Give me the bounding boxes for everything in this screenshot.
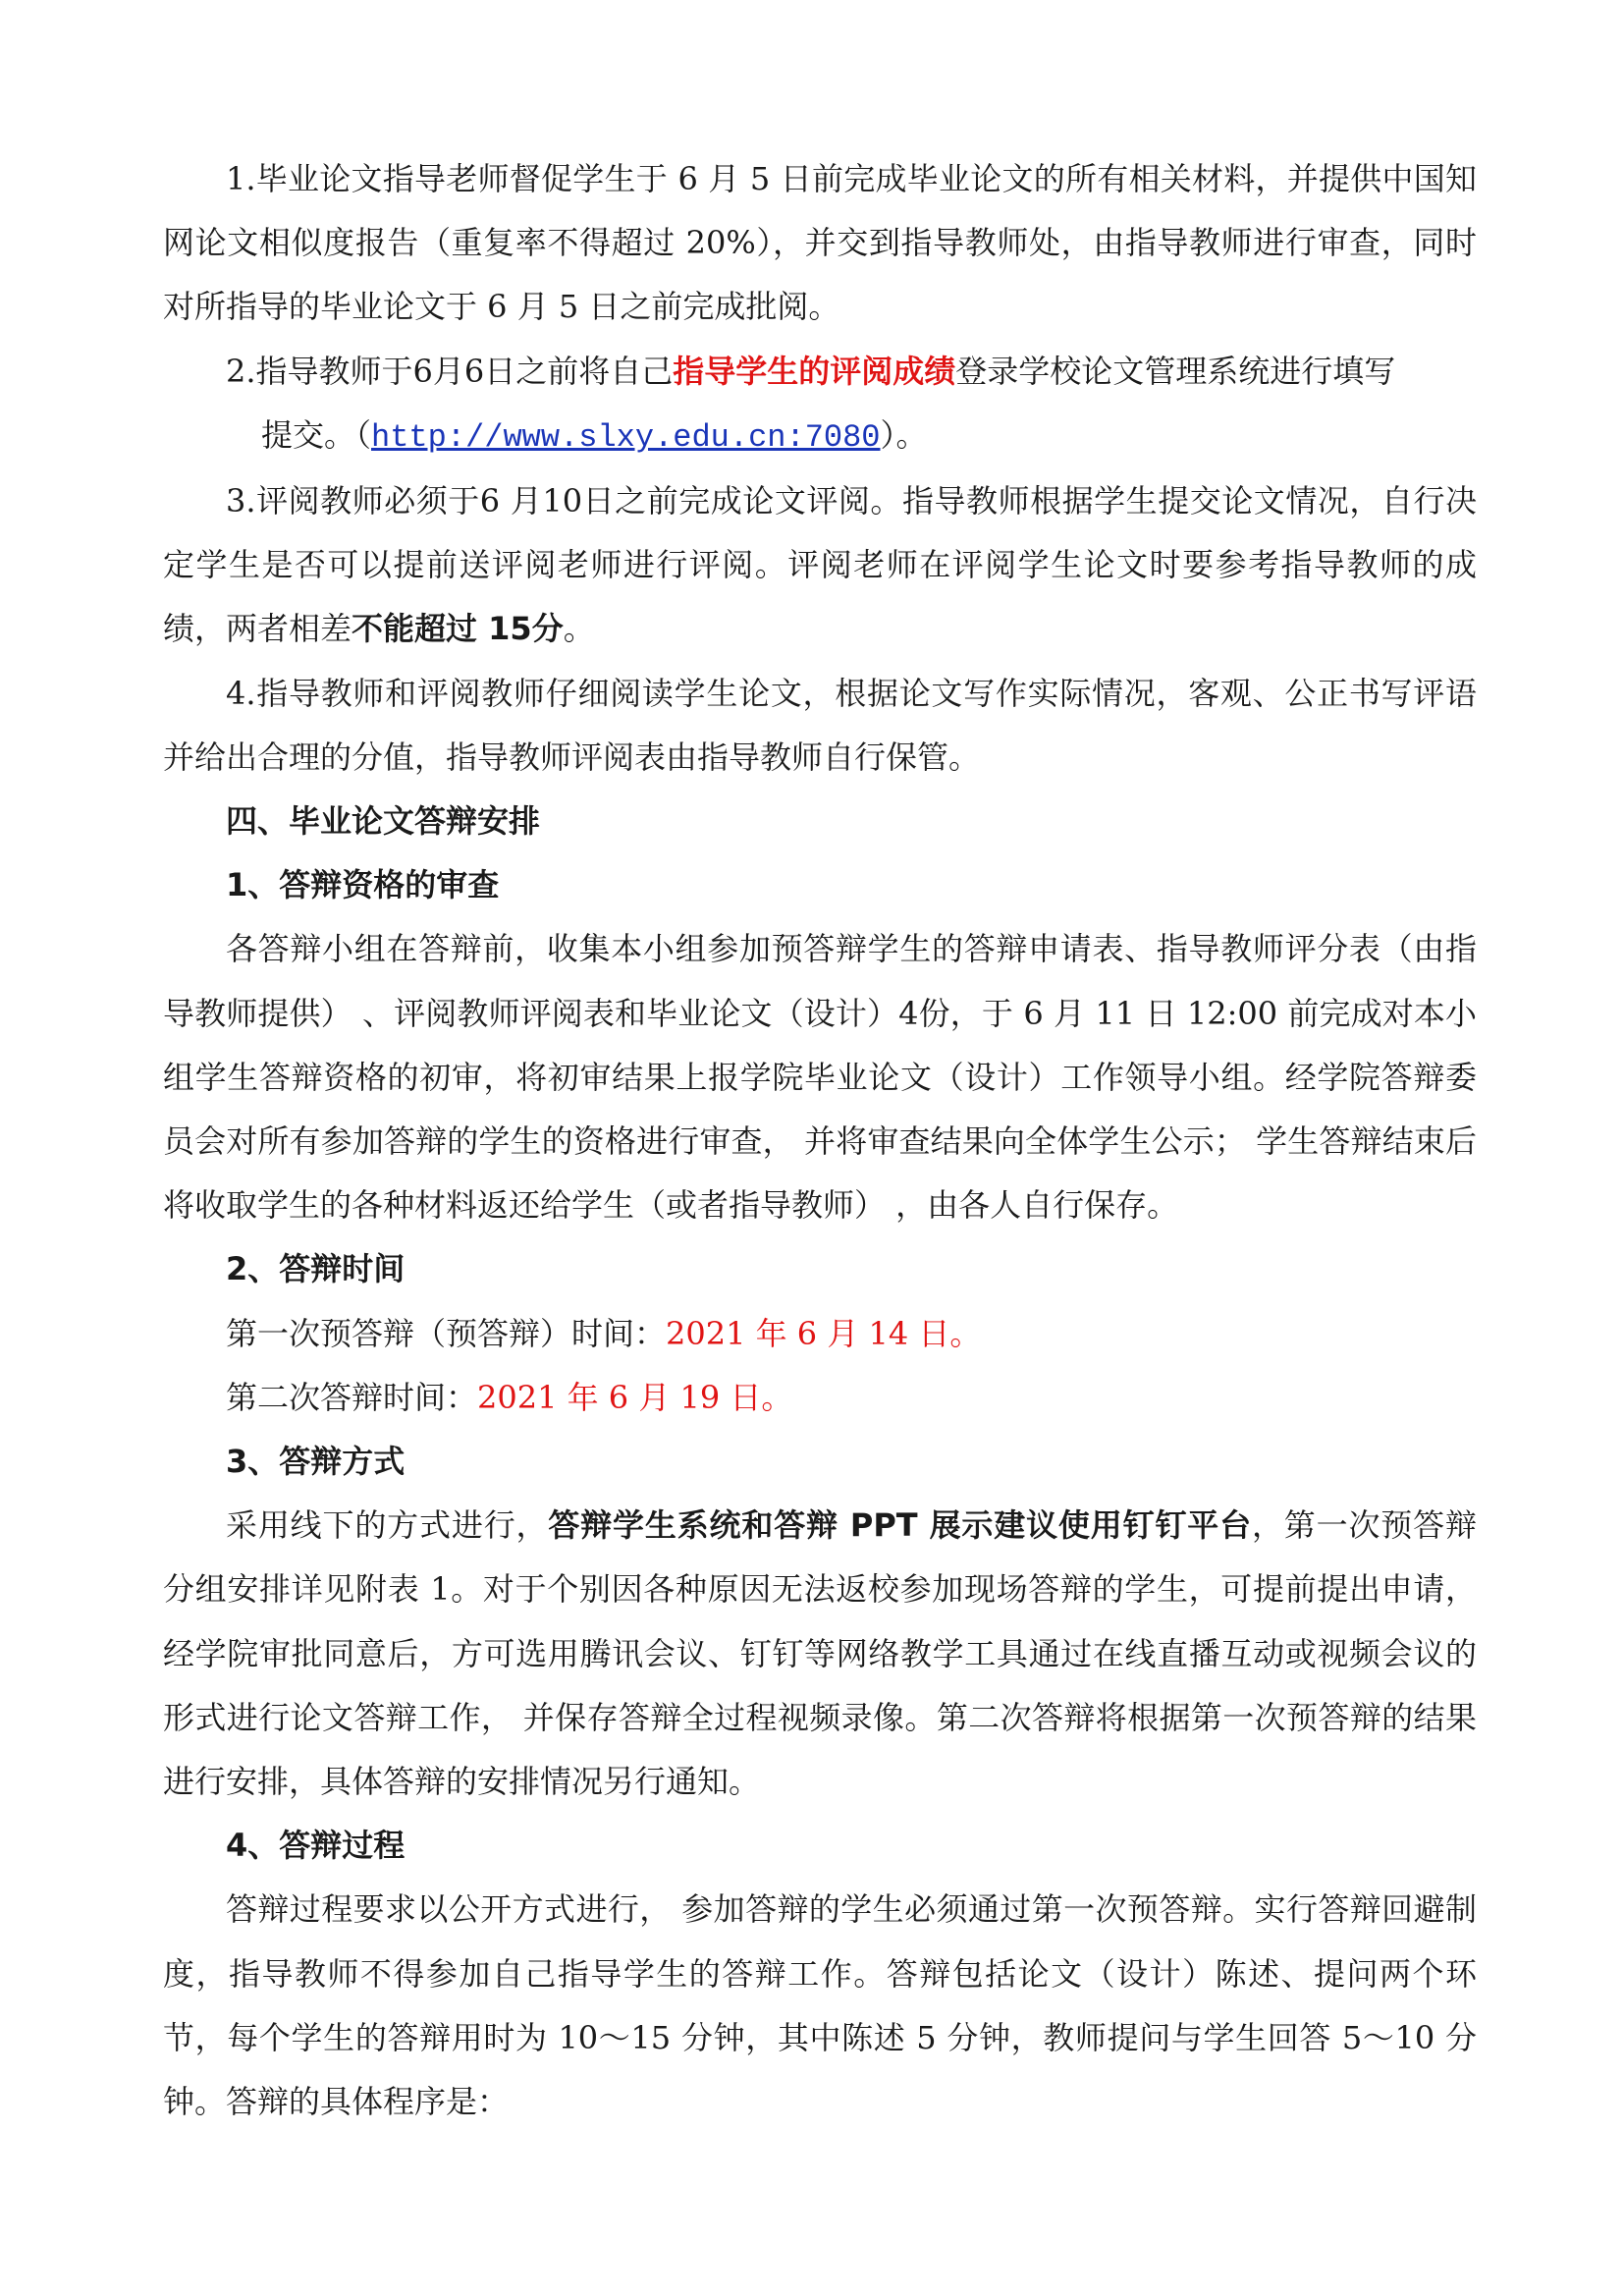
method-text-a: 采用线下的方式进行， <box>226 1506 549 1545</box>
second-defense-time <box>163 1366 1477 1430</box>
section-heading: 四、毕业论文答辩安排 <box>226 802 541 841</box>
item-2-text-d: ）。 <box>880 415 928 454</box>
item-2-highlight: 指导学生的评阅成绩 <box>673 352 956 390</box>
process-paragraph: 答辩过程要求以公开方式进行， 参加答辩的学生必须通过第一次预答辩。实行答辩回避制度，指导教师不得参加自己指导学生的答辩工作。答辩包括论文（设计）陈述、提问两个环节，每个学生的答辩用时为 10～15 分钟，其中陈述 5 分钟，教师提问与学生回答 5～10 分钟。答辩的具体程序是： <box>163 1890 1477 2121</box>
second-defense-date: 2021 年 6 月 19 日。 <box>477 1378 793 1416</box>
item-3-bold: 不能超过 15分 <box>352 610 564 648</box>
method-text-b: ，第一次预答辩分组安排详见附表 1。对于个别因各种原因无法返校参加现场答辩的学生，可提前提出申请，经学院审批同意后，方可选用腾讯会议、钉钉等网络教学工具通过在线直播互动或视频会议的形式进行论文答辩工作， 并保存答辩全过程视频录像。第二次答辩将根据第一次预答辩的结果进行安排，具体答辩的安排情况另行通知。 <box>163 1506 1477 1801</box>
item-4: 4.指导教师和评阅教师仔细阅读学生论文，根据论文写作实际情况，客观、公正书写评语并给出合理的分值，指导教师评阅表由指导教师自行保管。 <box>163 674 1477 776</box>
item-2-continued <box>163 404 1477 469</box>
item-1: 1.毕业论文指导老师督促学生于 6 月 5 日前完成毕业论文的所有相关材料，并提供中国知网论文相似度报告（重复率不得超过 20%），并交到指导教师处，由指导教师进行审查，同时对所指导的毕业论文于 6 月 5 日之前完成批阅。 <box>163 160 1477 326</box>
item-2 <box>163 340 1477 404</box>
first-defense-date: 2021 年 6 月 14 日。 <box>666 1314 982 1352</box>
first-defense-label: 第一次预答辩（预答辩）时间： <box>226 1314 667 1352</box>
first-defense-time <box>163 1302 1477 1366</box>
subheading-process: 4、答辩过程 <box>226 1827 406 1865</box>
item-3 <box>163 469 1477 662</box>
method-bold: 答辩学生系统和答辩 PPT 展示建议使用钉钉平台 <box>548 1506 1252 1545</box>
item-3-text-b: 。 <box>563 610 595 648</box>
second-defense-label: 第二次答辩时间： <box>226 1378 478 1416</box>
item-2-text-c: 提交。（ <box>261 415 372 454</box>
method-paragraph <box>163 1494 1477 1814</box>
subheading-time: 2、答辩时间 <box>226 1250 406 1288</box>
item-2-text-b: 登录学校论文管理系统进行填写 <box>955 352 1396 390</box>
document-body <box>163 147 1477 2134</box>
qualification-paragraph: 各答辩小组在答辩前，收集本小组参加预答辩学生的答辩申请表、指导教师评分表（由指导教师提供） 、评阅教师评阅表和毕业论文（设计）4份，于 6 月 11 日 12:00 前完成对本小组学生答辩资格的初审，将初审结果上报学院毕业论文（设计）工作领导小组。经学院答辩委员会对所有参加答辩的学生的资格进行审查， 并将审查结果向全体学生公示； 学生答辩结束后将收取学生的各种材料返还给学生（或者指导教师） ，由各人自行保存。 <box>163 930 1477 1225</box>
subheading-method: 3、答辩方式 <box>226 1443 406 1481</box>
subheading-qualification: 1、答辩资格的审查 <box>226 866 500 904</box>
system-link[interactable]: http://www.slxy.edu.cn:7080 <box>371 418 881 456</box>
item-2-text-a: 2.指导教师于6月6日之前将自己 <box>226 352 674 390</box>
item-3-text-a: 3.评阅教师必须于6 月10日之前完成论文评阅。指导教师根据学生提交论文情况，自行决定学生是否可以提前送评阅老师进行评阅。评阅老师在评阅学生论文时要参考指导教师的成绩，两者相差 <box>163 482 1477 648</box>
